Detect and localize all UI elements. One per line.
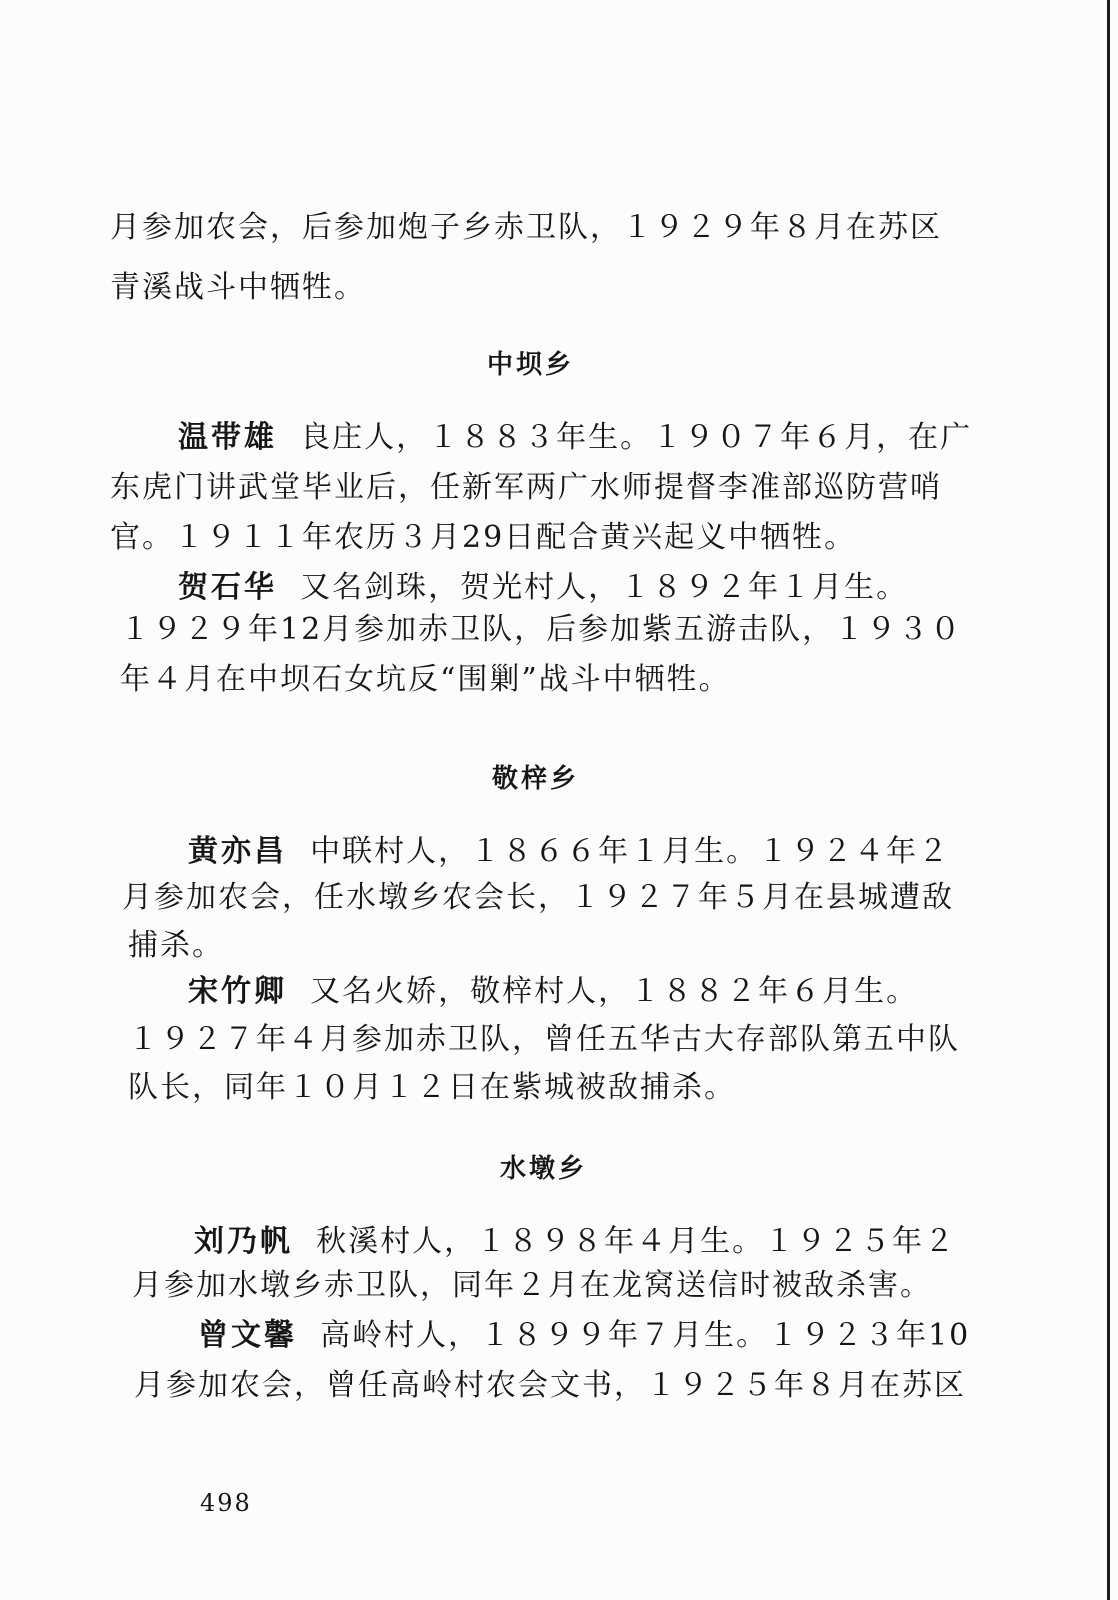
person-name: 曾文馨 xyxy=(198,1318,297,1353)
entry-text: 秋溪村人，１８９８年４月生。１９２５年２ xyxy=(316,1224,957,1259)
section-heading: 水墩乡 xyxy=(500,1154,588,1184)
entry-first-line xyxy=(194,1222,956,1262)
text-line: 月参加农会，任水墩乡农会长，１９２７年５月在县城遭敌 xyxy=(122,880,954,915)
person-name: 宋竹卿 xyxy=(188,974,287,1009)
scan-edge-line xyxy=(1107,0,1110,1600)
entry-first-line xyxy=(188,972,918,1012)
text-line: 东虎门讲武堂毕业后，任新军两广水师提督李准部巡防营哨 xyxy=(110,470,942,505)
person-name: 刘乃帆 xyxy=(194,1224,293,1259)
entry-text: 又名剑珠，贺光村人，１８９２年１月生。 xyxy=(300,570,909,605)
text-line: 官。１９１１年农历３月29日配合黄兴起义中牺牲。 xyxy=(110,520,857,555)
text-line: 捕杀。 xyxy=(128,928,224,963)
text-line: １９２７年４月参加赤卫队，曾任五华古大存部队第五中队 xyxy=(128,1022,960,1057)
person-name: 温带雄 xyxy=(178,420,277,455)
entry-text: 中联村人，１８６６年１月生。１９２４年２ xyxy=(310,834,951,869)
entry-first-line xyxy=(178,418,972,458)
text-line: 队长，同年１０月１２日在紫城被敌捕杀。 xyxy=(128,1070,736,1105)
person-name: 黄亦昌 xyxy=(188,834,287,869)
page-number: 498 xyxy=(200,1489,252,1517)
text-line: 月参加农会，后参加炮子乡赤卫队，１９２９年８月在苏区 xyxy=(110,210,942,245)
text-line: 年４月在中坝石女坑反“围剿”战斗中牺牲。 xyxy=(120,662,731,697)
text-line: 月参加水墩乡赤卫队，同年２月在龙窝送信时被敌杀害。 xyxy=(132,1268,932,1303)
section-heading: 中坝乡 xyxy=(487,350,575,380)
text-line: 月参加农会，曾任高岭村农会文书，１９２５年８月在苏区 xyxy=(134,1368,966,1403)
entry-first-line xyxy=(188,832,950,872)
person-name: 贺石华 xyxy=(178,570,277,605)
entry-text: 又名火娇，敬梓村人，１８８２年６月生。 xyxy=(310,974,919,1009)
entry-first-line xyxy=(198,1316,970,1356)
section-heading: 敬梓乡 xyxy=(492,764,580,794)
text-line: 青溪战斗中牺牲。 xyxy=(110,270,366,305)
entry-text: 高岭村人，１８９９年７月生。１９２３年10 xyxy=(320,1318,971,1353)
text-line: １９２９年12月参加赤卫队，后参加紫五游击队，１９３０ xyxy=(120,612,963,647)
entry-text: 良庄人，１８８３年生。１９０７年６月，在广 xyxy=(300,420,973,455)
entry-first-line xyxy=(178,568,908,608)
